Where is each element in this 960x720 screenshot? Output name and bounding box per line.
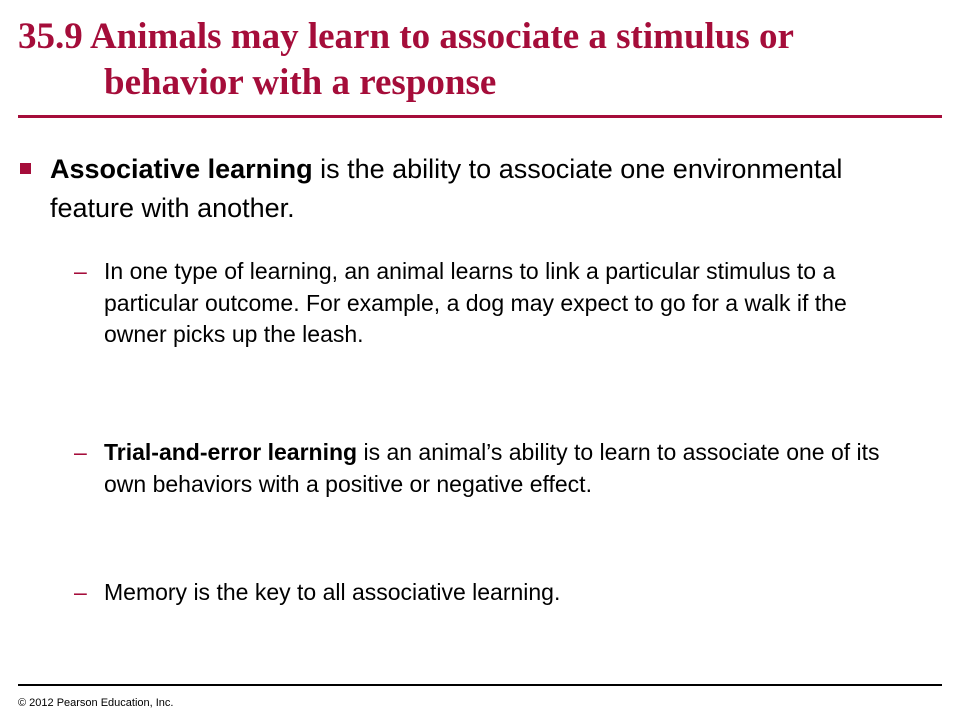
- title-divider: [18, 115, 942, 118]
- dash-bullet-icon: –: [74, 258, 87, 284]
- sub-bullet-stimulus-outcome: [74, 256, 914, 351]
- slide-title-line-1: 35.9 Animals may learn to associate a stimulus or: [18, 16, 794, 57]
- sub-bullet-text: In one type of learning, an animal learns to link a particular stimulus to a particular outcome. For example, a dog may expect to go for a walk if the owner picks up the leash.: [104, 258, 847, 347]
- sub-bullet-memory: [74, 577, 914, 609]
- copyright-notice: © 2012 Pearson Education, Inc.: [18, 697, 174, 709]
- main-bullet-text: [20, 150, 920, 228]
- footer-divider: [18, 684, 942, 686]
- sub-bullet-text: [74, 437, 914, 500]
- slide-title: [18, 14, 938, 106]
- sub-bullet-term: Trial-and-error learning: [104, 439, 358, 465]
- main-bullet-rest: is the ability to associate one environmental feature with another.: [50, 154, 843, 223]
- main-bullet: [20, 150, 920, 228]
- dash-bullet-icon: –: [74, 579, 87, 605]
- square-bullet-icon: [20, 163, 31, 174]
- sub-bullet-text: Memory is the key to all associative learning.: [104, 579, 561, 605]
- slide-title-line-2: behavior with a response: [104, 62, 497, 103]
- dash-bullet-icon: –: [74, 439, 87, 465]
- sub-bullet-trial-and-error: [74, 437, 914, 500]
- main-bullet-term: Associative learning: [50, 154, 313, 184]
- sub-bullet-rest: is an animal’s ability to learn to associate one of its own behaviors with a positive or negative effect.: [104, 439, 880, 497]
